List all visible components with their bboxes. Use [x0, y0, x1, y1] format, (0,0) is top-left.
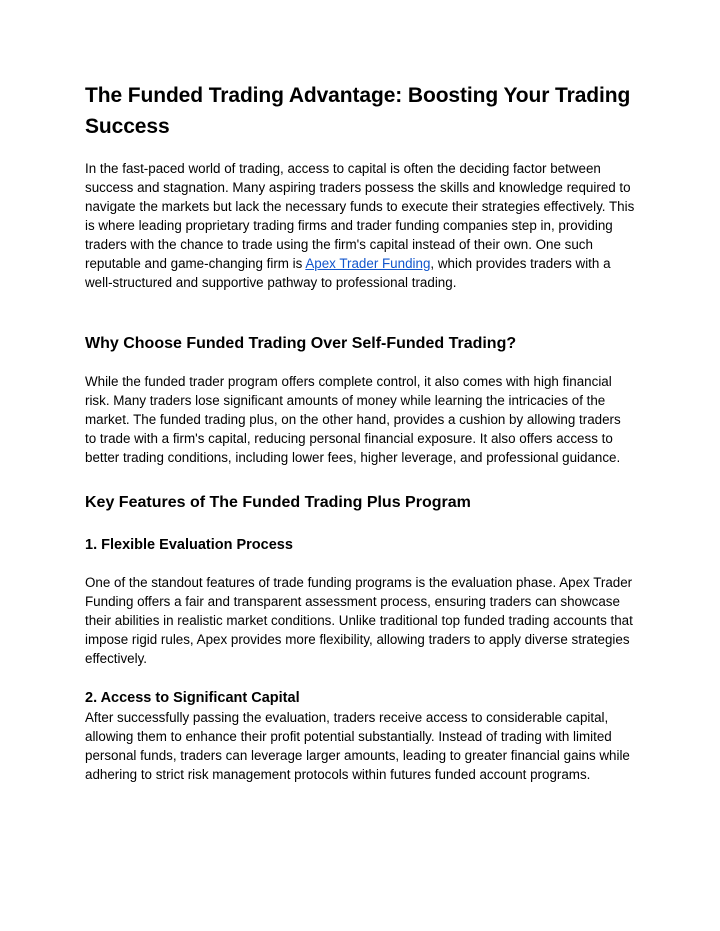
feature-heading-evaluation: 1. Flexible Evaluation Process [85, 537, 293, 553]
intro-paragraph [85, 159, 635, 292]
feature-paragraph-capital: After successfully passing the evaluation, traders receive access to considerable capital, allowing them to enhance their profit potential substantially. Instead of trading with limited personal funds, traders can leverage larger amounts, leading to greater financial gains while adhering to strict risk management protocols within futures funded account programs. [85, 710, 630, 782]
apex-trader-funding-link[interactable]: Apex Trader Funding [305, 256, 431, 271]
section-heading-key-features: Key Features of The Funded Trading Plus Program [85, 494, 471, 511]
document-content [85, 80, 635, 784]
feature-paragraph-evaluation: One of the standout features of trade funding programs is the evaluation phase. Apex Trader Funding offers a fair and transparent assessment process, ensuring traders can showcase their abilities in realistic market conditions. Unlike traditional top funded trading accounts that impose rigid rules, Apex provides more flexibility, allowing traders to apply diverse strategies effectively. [85, 575, 633, 666]
feature-heading-capital: 2. Access to Significant Capital [85, 690, 300, 706]
section-heading-why-funded: Why Choose Funded Trading Over Self-Funded Trading? [85, 335, 517, 352]
intro-text-after-link: , which provides traders with a well-structured and supportive pathway to professional trading. [85, 256, 611, 290]
document-title: The Funded Trading Advantage: Boosting Your Trading Success [85, 84, 631, 138]
section-paragraph-why-funded: While the funded trader program offers complete control, it also comes with high financial risk. Many traders lose significant amounts of money while learning the intricacies of the market. The funded trading plus, on the other hand, provides a cushion by allowing traders to trade with a firm's capital, reducing personal financial exposure. It also offers access to better trading conditions, including lower fees, higher leverage, and professional guidance. [85, 374, 621, 465]
intro-text-before-link: In the fast-paced world of trading, access to capital is often the deciding factor between success and stagnation. Many aspiring traders possess the skills and knowledge required to navigate the markets but lack the necessary funds to execute their strategies effectively. This is where leading proprietary trading firms and trader funding companies step in, providing traders with the chance to trade using the firm's capital instead of their own. One such reputable and game-changing firm is [85, 161, 635, 271]
